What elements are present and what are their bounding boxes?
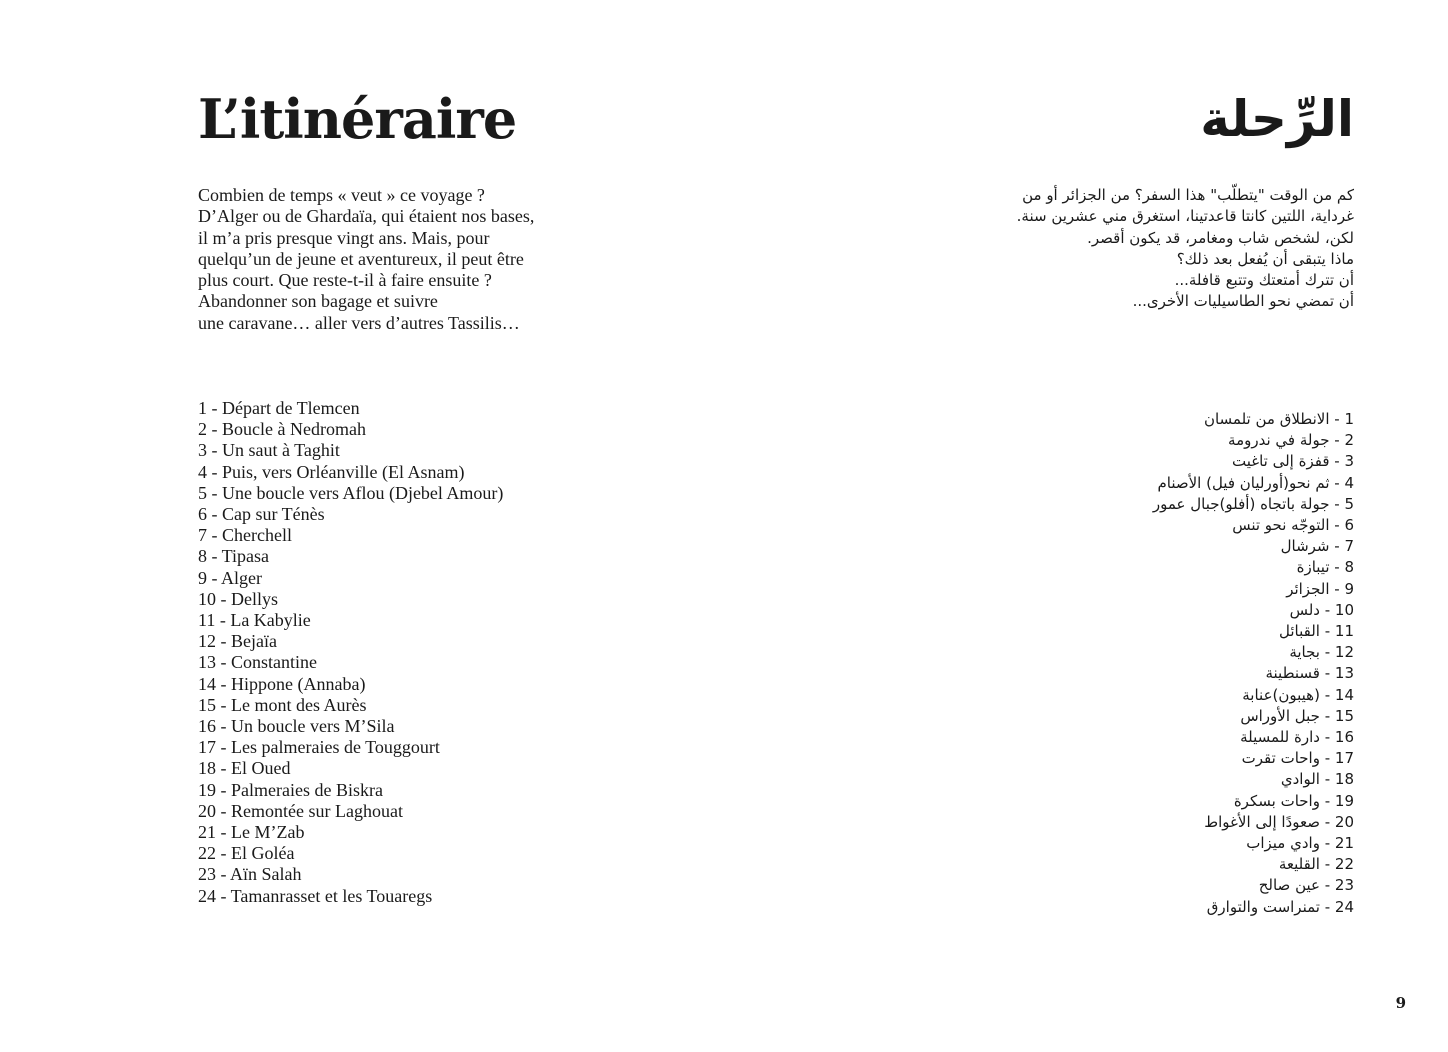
french-itinerary-item: 8 - Tipasa bbox=[198, 546, 270, 567]
arabic-itinerary-item: 3 - قفزة إلى تاغيت bbox=[1231, 452, 1354, 471]
french-itinerary-item: 18 - El Oued bbox=[198, 758, 291, 779]
french-itinerary-item: 1 - Départ de Tlemcen bbox=[198, 398, 360, 418]
french-itinerary-item: 11 - La Kabylie bbox=[198, 610, 311, 631]
arabic-itinerary-item: 20 - صعودًا إلى الأغواط bbox=[1204, 812, 1354, 831]
arabic-itinerary-item: 24 - تمنراست والتوارق bbox=[1206, 897, 1354, 916]
arabic-title: الرِّحلة bbox=[1200, 90, 1354, 148]
arabic-itinerary-item: 18 - الوادي bbox=[1280, 770, 1354, 789]
arabic-itinerary-item: 10 - دلس bbox=[1289, 600, 1354, 619]
french-itinerary-item: 22 - El Goléa bbox=[198, 843, 295, 864]
french-itinerary-item: 15 - Le mont des Aurès bbox=[198, 694, 367, 715]
arabic-intro-line: كم من الوقت "يتطلّب" هذا السفر؟ من الجزائر أو من bbox=[1022, 186, 1354, 204]
arabic-itinerary-list bbox=[1153, 409, 1354, 918]
arabic-itinerary-item: 14 - (هيبون)عنابة bbox=[1242, 685, 1354, 704]
arabic-itinerary-item: 23 - عين صالح bbox=[1258, 876, 1354, 895]
arabic-itinerary-item: 21 - وادي ميزاب bbox=[1246, 834, 1354, 853]
arabic-itinerary-item: 15 - جبل الأوراس bbox=[1240, 706, 1354, 725]
french-intro-line: quelqu’un de jeune et aventureux, il peut être bbox=[198, 248, 524, 269]
french-intro-line: une caravane… aller vers d’autres Tassilis… bbox=[198, 312, 520, 333]
french-itinerary-item: 19 - Palmeraies de Biskra bbox=[198, 779, 383, 800]
french-itinerary-item: 13 - Constantine bbox=[198, 652, 317, 673]
french-intro bbox=[198, 185, 578, 334]
arabic-itinerary-item: 12 - بجاية bbox=[1289, 643, 1354, 662]
french-title: L’itinéraire bbox=[198, 87, 517, 151]
french-itinerary-item: 5 - Une boucle vers Aflou (Djebel Amour) bbox=[198, 482, 504, 503]
french-intro-line: il m’a pris presque vingt ans. Mais, pour bbox=[198, 227, 490, 248]
french-itinerary-item: 4 - Puis, vers Orléanville (El Asnam) bbox=[198, 461, 465, 482]
french-itinerary-item: 6 - Cap sur Ténès bbox=[198, 504, 325, 525]
page-number: 9 bbox=[1395, 994, 1406, 1012]
french-itinerary-item: 3 - Un saut à Taghit bbox=[198, 440, 340, 461]
french-itinerary-item: 20 - Remontée sur Laghouat bbox=[198, 800, 403, 821]
arabic-intro-line: ماذا يتبقى أن يُفعل بعد ذلك؟ bbox=[1176, 249, 1354, 268]
french-intro-line: D’Alger ou de Ghardaïa, qui étaient nos bases, bbox=[198, 206, 535, 227]
french-itinerary-item: 17 - Les palmeraies de Touggourt bbox=[198, 737, 440, 758]
arabic-itinerary-item: 9 - الجزائر bbox=[1286, 579, 1354, 598]
arabic-itinerary-item: 2 - جولة في ندرومة bbox=[1228, 431, 1354, 450]
french-intro-line: Combien de temps « veut » ce voyage ? bbox=[198, 185, 485, 205]
french-itinerary-item: 24 - Tamanrasset et les Touaregs bbox=[198, 885, 433, 906]
french-itinerary-list bbox=[198, 398, 503, 907]
arabic-itinerary-item: 16 - دارة للمسيلة bbox=[1240, 728, 1354, 747]
arabic-itinerary-item: 7 - شرشال bbox=[1280, 537, 1354, 556]
arabic-intro-line: أن تترك أمتعتك وتتبع قافلة... bbox=[1174, 271, 1354, 290]
arabic-itinerary-item: 8 - تيبازة bbox=[1296, 558, 1354, 577]
french-itinerary-item: 10 - Dellys bbox=[198, 588, 278, 609]
arabic-itinerary-item: 4 - ثم نحو(أورليان فيل) الأصنام bbox=[1157, 473, 1354, 492]
french-itinerary-item: 21 - Le M’Zab bbox=[198, 822, 305, 843]
arabic-itinerary-item: 1 - الانطلاق من تلمسان bbox=[1203, 410, 1354, 428]
french-itinerary-item: 14 - Hippone (Annaba) bbox=[198, 673, 366, 694]
arabic-intro-line: لكن، لشخص شاب ومغامر، قد يكون أقصر. bbox=[1087, 228, 1354, 247]
french-itinerary-item: 16 - Un boucle vers M’Sila bbox=[198, 716, 395, 737]
french-intro-line: plus court. Que reste-t-il à faire ensuite ? bbox=[198, 270, 492, 291]
arabic-itinerary-item: 13 - قسنطينة bbox=[1265, 664, 1354, 683]
arabic-intro-line: غرداية، اللتين كانتا قاعدتينا، استغرق مني عشرين سنة. bbox=[1016, 207, 1354, 226]
arabic-itinerary-item: 19 - واحات بسكرة bbox=[1233, 791, 1354, 810]
arabic-itinerary-item: 17 - واحات تقرت bbox=[1241, 749, 1354, 768]
arabic-itinerary-item: 6 - التوجّه نحو تنس bbox=[1232, 516, 1354, 535]
arabic-intro-line: أن تمضي نحو الطاسيليات الأخرى... bbox=[1132, 292, 1354, 311]
arabic-intro bbox=[994, 185, 1354, 313]
french-itinerary-item: 12 - Bejaïa bbox=[198, 631, 277, 652]
french-itinerary-item: 23 - Aïn Salah bbox=[198, 864, 302, 885]
french-itinerary-item: 2 - Boucle à Nedromah bbox=[198, 419, 366, 440]
arabic-itinerary-item: 22 - القليعة bbox=[1278, 855, 1354, 874]
arabic-itinerary-item: 5 - جولة باتجاه (أفلو)جبال عمور bbox=[1152, 494, 1354, 513]
arabic-itinerary-item: 11 - القبائل bbox=[1279, 622, 1354, 641]
french-itinerary-item: 9 - Alger bbox=[198, 567, 262, 588]
french-itinerary-item: 7 - Cherchell bbox=[198, 525, 292, 546]
french-intro-line: Abandonner son bagage et suivre bbox=[198, 291, 438, 312]
